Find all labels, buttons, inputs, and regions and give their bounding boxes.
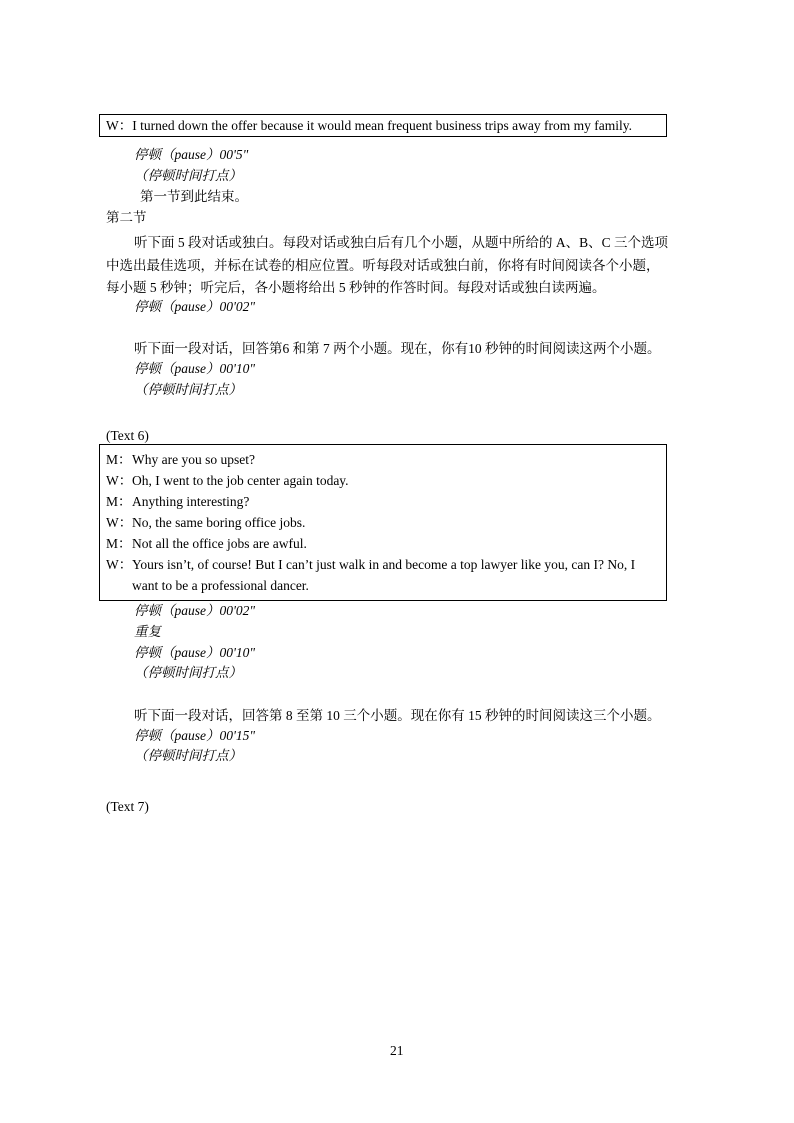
repeat-note: 重复 [134, 624, 161, 639]
dialogue-text: Anything interesting? [132, 494, 250, 509]
text-label: (Text 7) [106, 799, 149, 814]
pause-mark-note: （停顿时间打点） [134, 748, 242, 763]
intro-paragraph-line: 每小题 5 秒钟；听完后，各小题将给出 5 秒钟的作答时间。每段对话或独白读两遍。 [106, 280, 606, 295]
dialogue-text: Yours isn’t, of course! But I can’t just walk in and become a top lawyer like you, can I? No, I [132, 557, 636, 572]
dialogue-text: want to be a professional dancer. [132, 578, 309, 593]
speaker-label: M： [106, 452, 132, 467]
pause-mark-note: （停顿时间打点） [134, 665, 242, 680]
pause-note: 停顿（pause）00'02" [134, 603, 256, 618]
pause-note: 停顿（pause）00'10" [134, 645, 256, 660]
speaker-label: M： [106, 494, 132, 509]
dialogue-line [106, 555, 635, 575]
speaker-label: W： [106, 473, 133, 488]
dialogue-line [106, 492, 249, 512]
top-dialogue-box [99, 114, 667, 137]
section-end-text: 第一节到此结束。 [140, 189, 248, 204]
dialogue-text: Not all the office jobs are awful. [132, 536, 307, 551]
dialogue-text: I turned down the offer because it would mean frequent business trips away from my family. [132, 118, 632, 133]
dialogue-line [106, 471, 349, 491]
speaker-label: W： [106, 515, 133, 530]
pause-note: 停顿（pause）00'15" [134, 728, 256, 743]
question-instruction: 听下面一段对话，回答第6 和第 7 两个小题。现在，你有10 秒钟的时间阅读这两个小题。 [134, 341, 661, 356]
dialogue-text: Oh, I went to the job center again today. [132, 473, 349, 488]
intro-paragraph-line: 听下面 5 段对话或独白。每段对话或独白后有几个小题，从题中所给的 A、B、C 三个选项 [134, 235, 669, 250]
speaker-label: W： [106, 118, 133, 133]
dialogue-line [106, 450, 255, 470]
pause-mark-note: （停顿时间打点） [134, 168, 242, 183]
text-label: (Text 6) [106, 428, 149, 443]
question-instruction: 听下面一段对话，回答第 8 至第 10 三个小题。现在你有 15 秒钟的时间阅读这三个小题。 [134, 708, 661, 723]
dialogue-text: No, the same boring office jobs. [132, 515, 306, 530]
pause-note: 停顿（pause）00'5" [134, 147, 249, 162]
pause-note: 停顿（pause）00'02" [134, 299, 256, 314]
section-heading: 第二节 [106, 210, 147, 225]
text6-dialogue-box [99, 444, 667, 601]
pause-note: 停顿（pause）00'10" [134, 361, 256, 376]
dialogue-line [106, 534, 307, 554]
dialogue-line [106, 576, 309, 596]
dialogue-text: Why are you so upset? [132, 452, 255, 467]
speaker-label: M： [106, 536, 132, 551]
pause-mark-note: （停顿时间打点） [134, 382, 242, 397]
page-number: 21 [390, 1043, 404, 1058]
dialogue-line [106, 513, 305, 533]
intro-paragraph-line: 中选出最佳选项，并标在试卷的相应位置。听每段对话或独白前，你将有时间阅读各个小题， [106, 258, 660, 273]
dialogue-line [106, 116, 632, 136]
speaker-label: W： [106, 557, 133, 572]
